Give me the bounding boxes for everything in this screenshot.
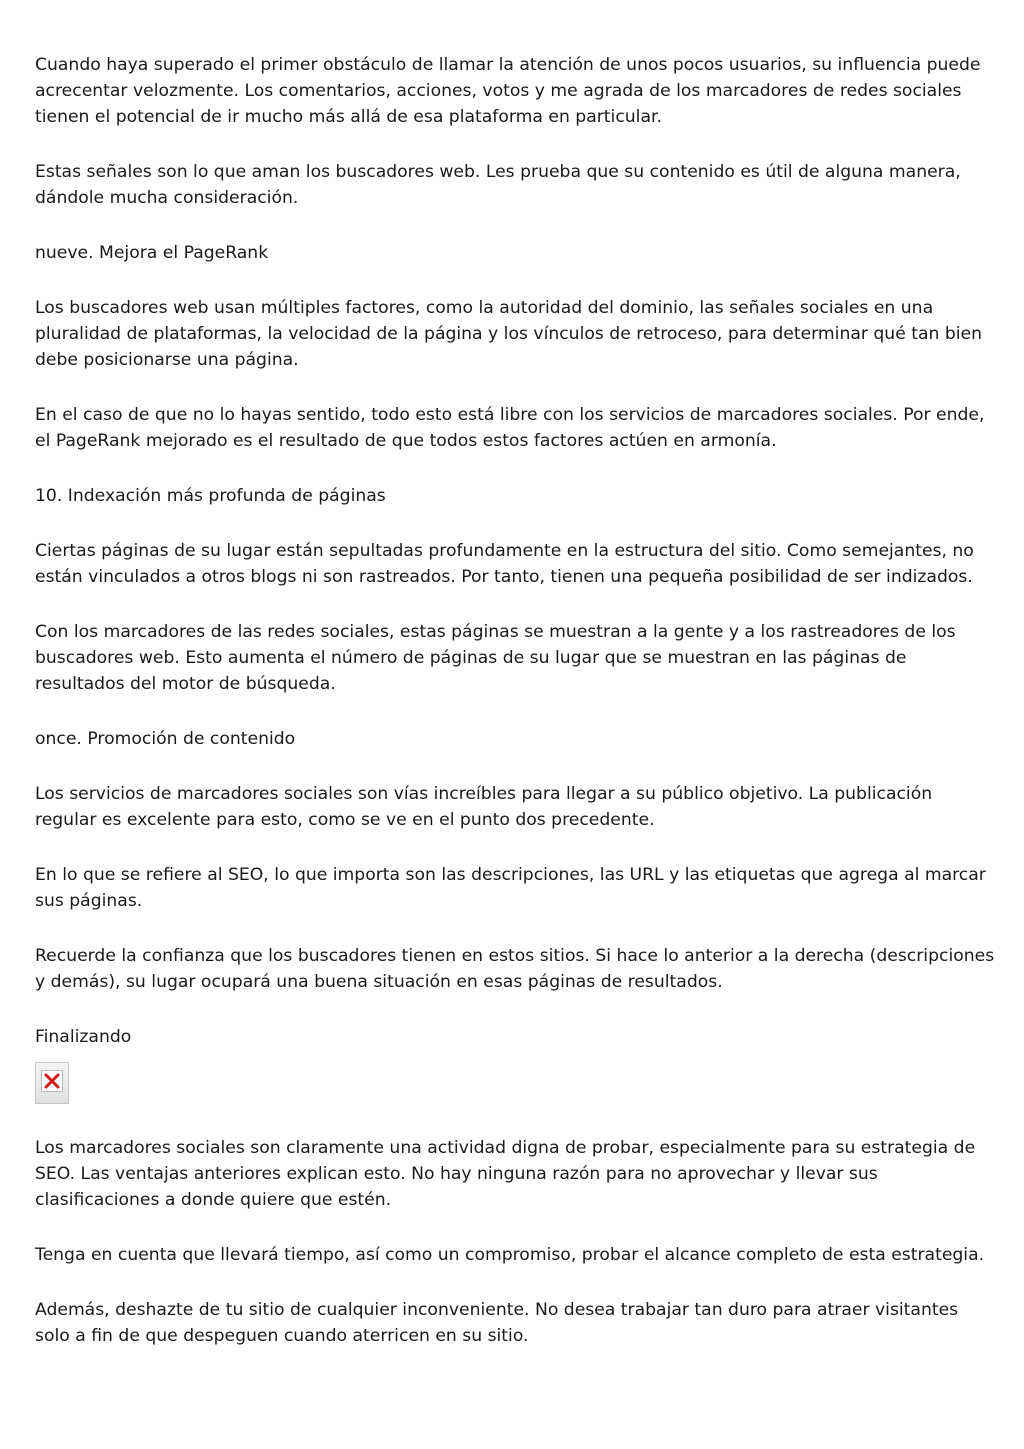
paragraph: Recuerde la confianza que los buscadores tienen en estos sitios. Si hace lo anterior a la derecha (descripciones y demás), su lugar ocupará una buena situación en esas páginas de resultados. bbox=[35, 946, 995, 992]
paragraph: Cuando haya superado el primer obstáculo de llamar la atención de unos pocos usuarios, su influencia puede acrecentar velozmente. Los comentarios, acciones, votos y me agrada de los marcadores de redes sociales tienen el potencial de ir mucho más allá de esa plataforma en particular. bbox=[35, 55, 981, 127]
section-heading: once. Promoción de contenido bbox=[35, 729, 296, 749]
document-body bbox=[35, 52, 995, 1378]
paragraph: Además, deshazte de tu sitio de cualquier inconveniente. No desea trabajar tan duro para atraer visitantes solo a fin de que despeguen cuando aterricen en su sitio. bbox=[35, 1300, 959, 1346]
paragraph: En el caso de que no lo hayas sentido, todo esto está libre con los servicios de marcadores sociales. Por ende, el PageRank mejorado es el resultado de que todos estos factores actúen en armonía. bbox=[35, 405, 985, 451]
paragraph: Los marcadores sociales son claramente una actividad digna de probar, especialmente para su estrategia de SEO. Las ventajas anteriores explican esto. No hay ninguna razón para no aprovechar y llevar sus clasificaciones a donde quiere que estén. bbox=[35, 1138, 976, 1210]
paragraph: Los servicios de marcadores sociales son vías increíbles para llegar a su público objetivo. La publicación regular es excelente para esto, como se ve en el punto dos precedente. bbox=[35, 784, 933, 830]
section-heading: nueve. Mejora el PageRank bbox=[35, 243, 269, 263]
paragraph: Con los marcadores de las redes sociales, estas páginas se muestran a la gente y a los rastreadores de los buscadores web. Esto aumenta el número de páginas de su lugar que se muestran en las páginas de resultados del motor de búsqueda. bbox=[35, 622, 956, 694]
broken-image-icon bbox=[35, 1062, 69, 1104]
paragraph: En lo que se refiere al SEO, lo que importa son las descripciones, las URL y las etiquetas que agrega al marcar sus páginas. bbox=[35, 865, 986, 911]
paragraph: Tenga en cuenta que llevará tiempo, así como un compromiso, probar el alcance completo de esta estrategia. bbox=[35, 1245, 985, 1265]
paragraph: Ciertas páginas de su lugar están sepultadas profundamente en la estructura del sitio. Como semejantes, no están vinculados a otros blogs ni son rastreados. Por tanto, tienen una pequeña posibilidad de ser indizados. bbox=[35, 541, 974, 587]
paragraph: Estas señales son lo que aman los buscadores web. Les prueba que su contenido es útil de alguna manera, dándole mucha consideración. bbox=[35, 162, 961, 208]
section-heading: 10. Indexación más profunda de páginas bbox=[35, 486, 386, 506]
section-heading: Finalizando bbox=[35, 1027, 132, 1047]
paragraph: Los buscadores web usan múltiples factores, como la autoridad del dominio, las señales sociales en una pluralidad de plataformas, la velocidad de la página y los vínculos de retroceso, para determinar qué tan bien debe posicionarse una página. bbox=[35, 298, 983, 370]
